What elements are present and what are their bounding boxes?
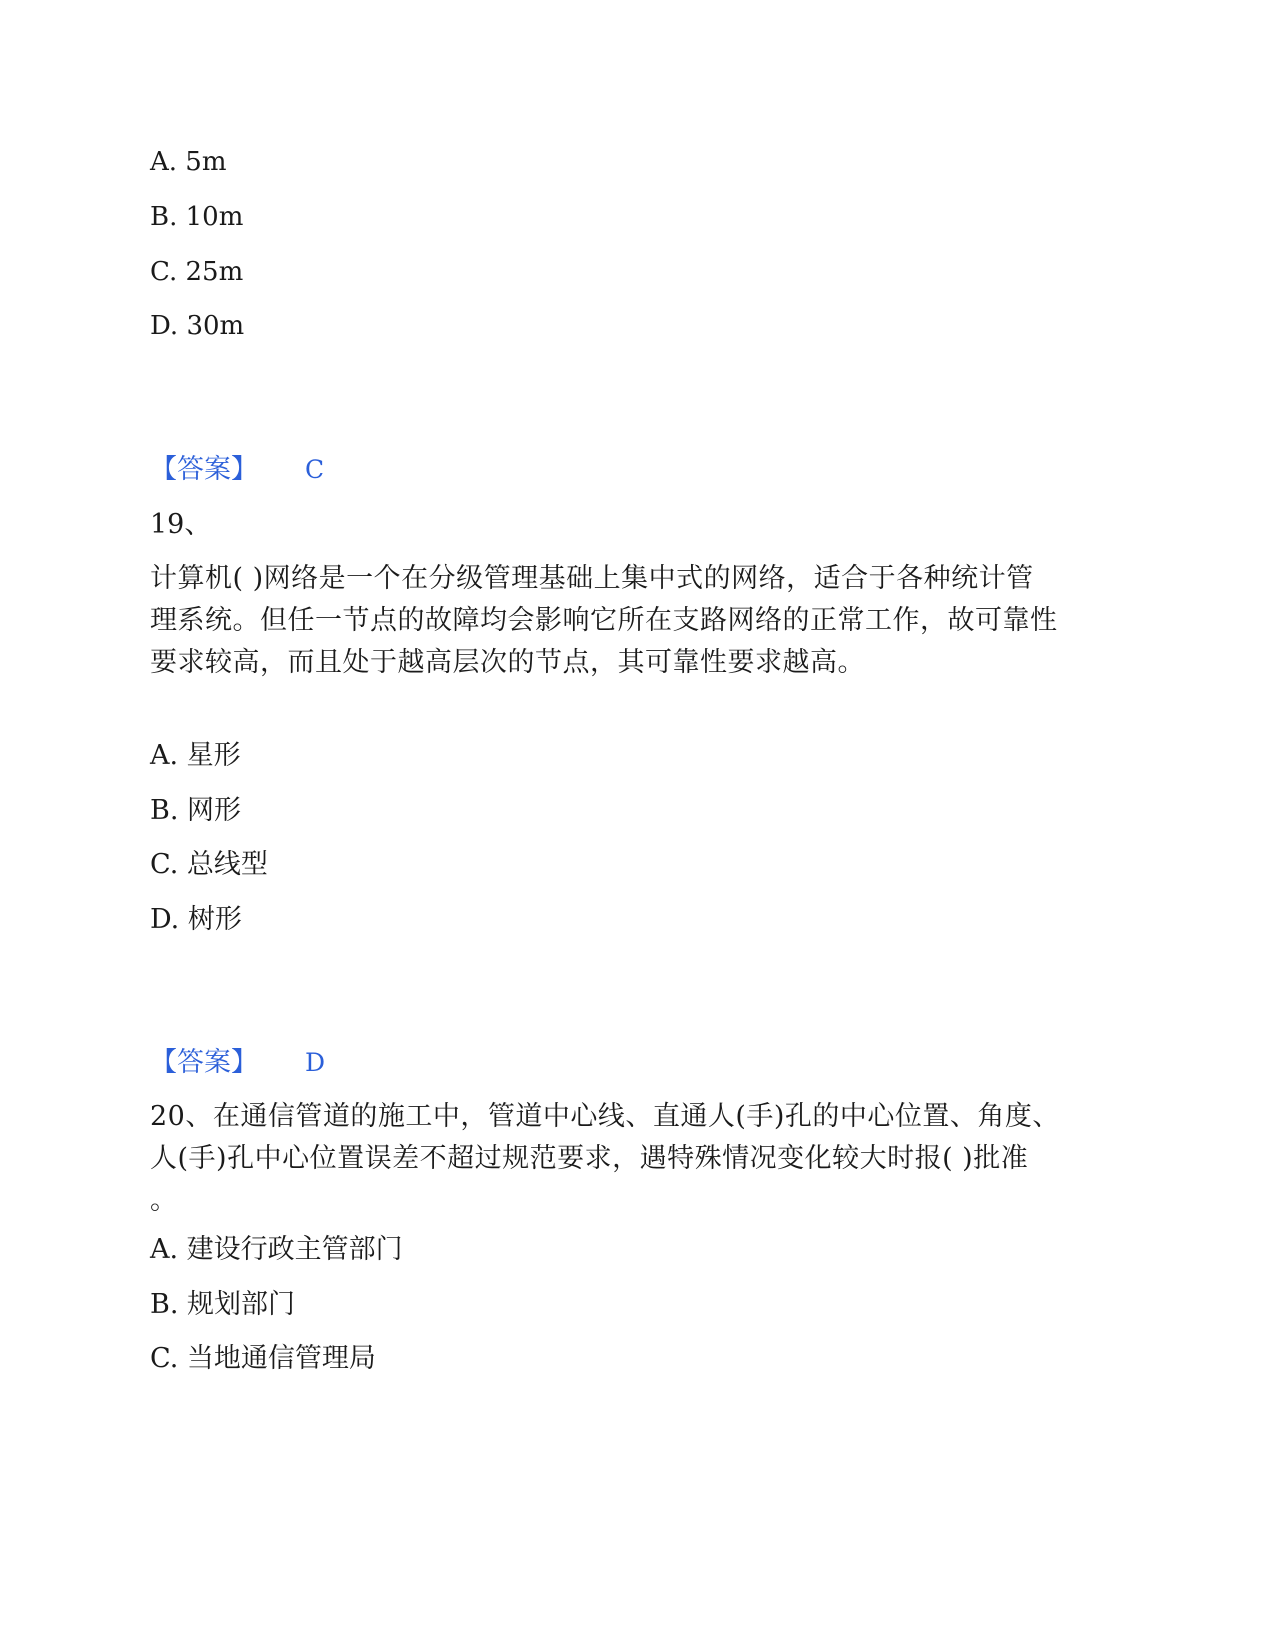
q19-number: 19、 bbox=[150, 509, 212, 540]
q19-option-a: A. 星形 bbox=[150, 740, 241, 771]
q20-stem-line: 20、在通信管道的施工中，管道中心线、直通人(手)孔的中心位置、角度、 bbox=[150, 1101, 1060, 1132]
q19-stem-line: 计算机( )网络是一个在分级管理基础上集中式的网络，适合于各种统计管 bbox=[150, 563, 1034, 594]
q20-stem-line: 。 bbox=[150, 1185, 178, 1216]
q18-option-a: A. 5m bbox=[150, 147, 227, 177]
q20-option-c: C. 当地通信管理局 bbox=[150, 1343, 376, 1374]
q19-option-b: B. 网形 bbox=[150, 795, 242, 826]
q20-stem-line: 人(手)孔中心位置误差不超过规范要求，遇特殊情况变化较大时报( )批准 bbox=[150, 1143, 1029, 1174]
answer-label: 【答案】 bbox=[150, 1047, 258, 1078]
q18-option-b: B. 10m bbox=[150, 202, 244, 232]
q19-stem-line: 要求较高，而且处于越高层次的节点，其可靠性要求越高。 bbox=[150, 647, 865, 678]
answer-value: D bbox=[305, 1048, 326, 1077]
answer-label: 【答案】 bbox=[150, 454, 258, 485]
q19-stem bbox=[150, 558, 1110, 684]
q18-option-d: D. 30m bbox=[150, 311, 245, 341]
q19-answer bbox=[150, 1048, 325, 1078]
q20-stem bbox=[150, 1096, 1110, 1222]
q18-answer bbox=[150, 455, 324, 485]
q19-stem-line: 理系统。但任一节点的故障均会影响它所在支路网络的正常工作，故可靠性 bbox=[150, 605, 1058, 636]
q19-option-c: C. 总线型 bbox=[150, 849, 268, 880]
q20-option-a: A. 建设行政主管部门 bbox=[150, 1234, 403, 1265]
answer-value: C bbox=[305, 455, 325, 484]
q20-option-b: B. 规划部门 bbox=[150, 1289, 296, 1320]
q18-option-c: C. 25m bbox=[150, 257, 244, 287]
q19-option-d: D. 树形 bbox=[150, 904, 242, 935]
